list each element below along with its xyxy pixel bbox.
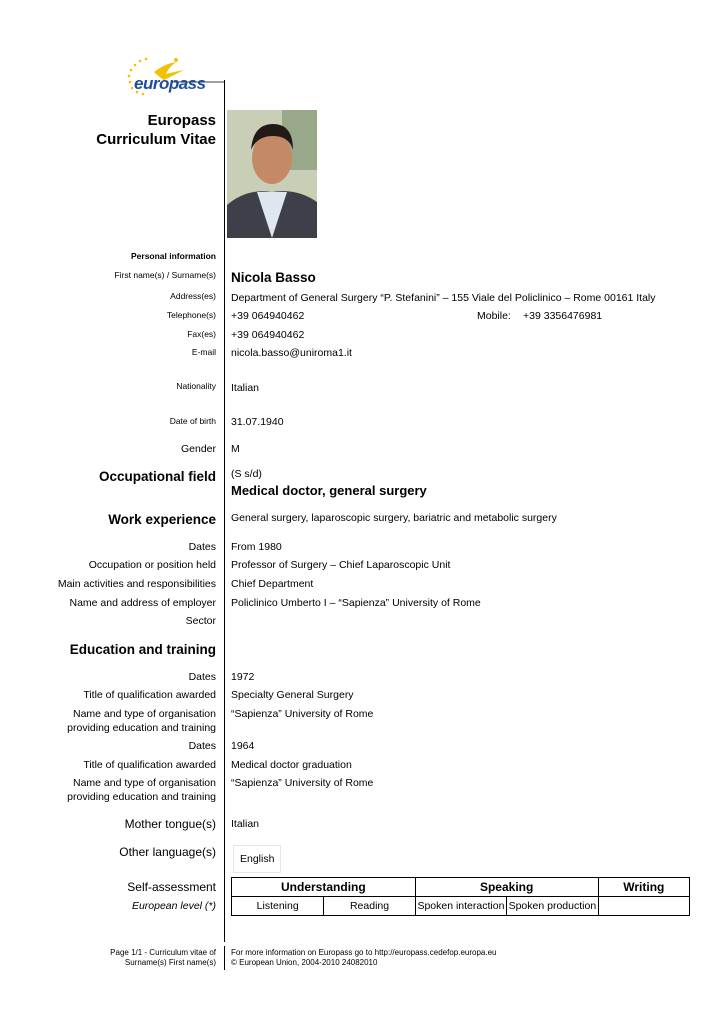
fax-value: +39 064940462 xyxy=(231,329,305,341)
edu1-title-label: Title of qualification awarded xyxy=(83,689,216,701)
edu1-org-label-2: providing education and training xyxy=(67,722,216,734)
edu2-dates-label: Dates xyxy=(188,740,216,752)
education-label: Education and training xyxy=(69,642,216,657)
gender-label: Gender xyxy=(180,443,216,455)
work-activities-label: Main activities and responsibilities xyxy=(57,578,216,590)
occupational-value: Medical doctor, general surgery xyxy=(231,483,427,498)
footer-left-2: Surname(s) First name(s) xyxy=(124,958,216,967)
other-languages-label: Other language(s) xyxy=(119,845,216,859)
edu2-org: “Sapienza” University of Rome xyxy=(231,777,374,789)
work-occupation-label: Occupation or position held xyxy=(88,559,216,571)
email-label: E-mail xyxy=(191,347,216,357)
footer-left-1: Page 1/1 - Curriculum vitae of xyxy=(110,948,216,957)
occupational-note: (S s/d) xyxy=(231,468,262,480)
footer-right-1[interactable]: For more information on Europass go to http://europass.cedefop.europa.eu xyxy=(231,948,497,957)
writing-cell xyxy=(598,897,689,916)
occupational-field-label: Occupational field xyxy=(98,469,216,484)
email-value[interactable]: nicola.basso@uniroma1.it xyxy=(231,347,352,359)
address-label: Address(es) xyxy=(170,291,216,301)
edu1-dates: 1972 xyxy=(231,671,255,683)
title-europass: Europass xyxy=(147,112,216,129)
writing-header: Writing xyxy=(598,878,689,897)
telephone-label: Telephone(s) xyxy=(166,310,216,320)
section-personal-information: Personal information xyxy=(130,251,216,261)
edu1-org-label-1: Name and type of organisation xyxy=(72,708,216,720)
self-assessment-label: Self-assessment xyxy=(127,880,216,894)
full-name: Nicola Basso xyxy=(231,270,316,285)
edu2-org-label-2: providing education and training xyxy=(67,791,216,803)
name-label: First name(s) / Surname(s) xyxy=(114,270,216,280)
work-sector-label: Sector xyxy=(185,615,216,627)
edu2-title: Medical doctor graduation xyxy=(231,759,352,771)
fax-label: Fax(es) xyxy=(187,329,216,339)
gender-value: M xyxy=(231,443,240,455)
work-activities: Chief Department xyxy=(231,578,314,590)
spoken-production-subheader: Spoken production xyxy=(507,897,598,916)
european-level-label: European level (*) xyxy=(131,900,216,912)
edu2-org-label-1: Name and type of organisation xyxy=(72,777,216,789)
edu1-org: “Sapienza” University of Rome xyxy=(231,708,374,720)
nationality-label: Nationality xyxy=(176,381,216,391)
work-experience-label: Work experience xyxy=(108,512,216,527)
reading-subheader: Reading xyxy=(324,897,415,916)
work-dates: From 1980 xyxy=(231,541,282,553)
speaking-header: Speaking xyxy=(415,878,598,897)
europass-logo xyxy=(124,52,224,100)
footer-right-2: © European Union, 2004-2010 24082010 xyxy=(231,958,378,967)
other-language-value: English xyxy=(233,845,281,873)
work-summary: General surgery, laparoscopic surgery, bariatric and metabolic surgery xyxy=(231,512,557,524)
work-dates-label: Dates xyxy=(188,541,216,553)
edu1-title: Specialty General Surgery xyxy=(231,689,354,701)
edu2-title-label: Title of qualification awarded xyxy=(83,759,216,771)
footer-divider xyxy=(224,946,225,970)
mobile-label: Mobile: xyxy=(477,310,511,322)
work-employer: Policlinico Umberto I – “Sapienza” University of Rome xyxy=(231,597,481,609)
language-grid xyxy=(231,877,690,916)
work-employer-label: Name and address of employer xyxy=(69,597,216,609)
title-curriculum-vitae: Curriculum Vitae xyxy=(96,131,216,148)
edu1-dates-label: Dates xyxy=(188,671,216,683)
understanding-header: Understanding xyxy=(232,878,416,897)
dob-value: 31.07.1940 xyxy=(231,416,284,428)
nationality-value: Italian xyxy=(231,382,260,394)
dob-label: Date of birth xyxy=(169,416,216,426)
mother-tongue-value: Italian xyxy=(231,818,260,830)
edu2-dates: 1964 xyxy=(231,740,255,752)
listening-subheader: Listening xyxy=(232,897,324,916)
mother-tongue-label: Mother tongue(s) xyxy=(124,817,216,831)
europass-logo-text: europass xyxy=(134,74,206,93)
work-occupation: Professor of Surgery – Chief Laparoscopic Unit xyxy=(231,559,451,571)
telephone-value: +39 064940462 xyxy=(231,310,305,322)
spoken-interaction-subheader: Spoken interaction xyxy=(415,897,506,916)
column-divider xyxy=(224,80,225,942)
mobile-value: +39 3356476981 xyxy=(523,310,603,322)
profile-photo xyxy=(227,110,317,238)
address-value: Department of General Surgery “P. Stefanini” – 155 Viale del Policlinico – Rome 00161 Italy xyxy=(231,292,656,304)
